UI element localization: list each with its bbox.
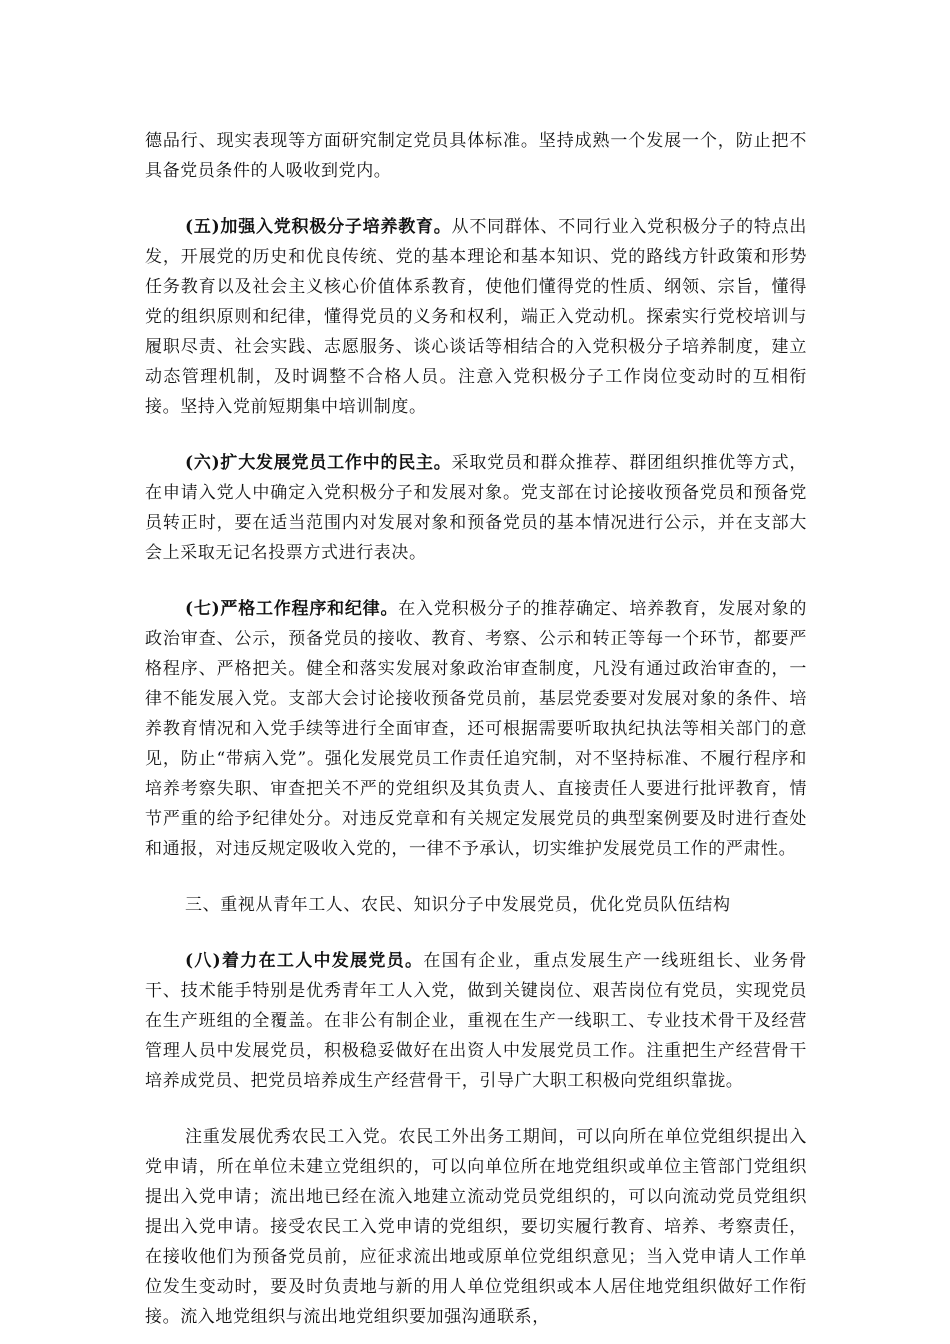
paragraph-9: 注重发展优秀农民工入党。农民工外出务工期间，可以向所在单位党组织提出入党申请，所在单位未建立党组织的，可以向单位所在地党组织或单位主管部门党组织提出入党申请；流出地已经在流入地建立流动党员党组织的，可以向流动党员党组织提出入党申请。接受农民工入党申请的党组织，要切实履行教育、培养、考察责任，在接收他们为预备党员前，应征求流出地或原单位党组织意见；当入党申请人工作单位发生变动时，要及时负责地与新的用人单位党组织或本人居住地党组织做好工作衔接。流入地党组织与流出地党组织要加强沟通联系，	[145, 1127, 807, 1327]
paragraph-6	[145, 448, 807, 568]
paragraph-6-body: 采取党员和群众推荐、群团组织推优等方式，在申请入党人中确定入党积极分子和发展对象。党支部在讨论接收预备党员和预备党员转正时，要在适当范围内对发展对象和预备党员的基本情况进行公示，并在支部大会上采取无记名投票方式进行表决。	[145, 453, 808, 563]
paragraph-8-heading: (八)着力在工人中发展党员。	[185, 951, 424, 971]
paragraph-7-heading: (七)严格工作程序和纪律。	[185, 599, 399, 619]
paragraph-continuation: 德品行、现实表现等方面研究制定党员具体标准。坚持成熟一个发展一个，防止把不具备党员条件的人吸收到党内。	[145, 131, 807, 181]
paragraph-7-body: 在入党积极分子的推荐确定、培养教育，发展对象的政治审查、公示，预备党员的接收、教育、考察、公示和转正等每一个环节，都要严格程序、严格把关。健全和落实发展对象政治审查制度，凡没有通过政治审查的，一律不能发展入党。支部大会讨论接收预备党员前，基层党委要对发展对象的条件、培养教育情况和入党手续等进行全面审查，还可根据需要听取执纪执法等相关部门的意见，防止“带病入党”。强化发展党员工作责任追究制，对不坚持标准、不履行程序和培养考察失职、审查把关不严的党组织及其负责人、直接责任人要进行批评教育，情节严重的给予纪律处分。对违反党章和有关规定发展党员的典型案例要及时进行查处和通报，对违反规定吸收入党的，一律不予承认，切实维护发展党员工作的严肃性。	[145, 599, 807, 859]
section-heading-3: 三、重视从青年工人、农民、知识分子中发展党员，优化党员队伍结构	[185, 895, 731, 915]
paragraph-5	[145, 212, 807, 422]
paragraph-5-heading: (五)加强入党积极分子培养教育。	[185, 217, 452, 237]
paragraph-8	[145, 946, 807, 1096]
paragraph-7	[145, 594, 807, 864]
paragraph-6-heading: (六)扩大发展党员工作中的民主。	[185, 453, 452, 473]
paragraph-5-body: 从不同群体、不同行业入党积极分子的特点出发，开展党的历史和优良传统、党的基本理论和基本知识、党的路线方针政策和形势任务教育以及社会主义核心价值体系教育，使他们懂得党的性质、纲领、宗旨，懂得党的组织原则和纪律，懂得党员的义务和权利，端正入党动机。探索实行党校培训与履职尽责、社会实践、志愿服务、谈心谈话等相结合的入党积极分子培养制度，建立动态管理机制，及时调整不合格人员。注意入党积极分子工作岗位变动时的互相衔接。坚持入党前短期集中培训制度。	[145, 217, 808, 417]
paragraph-8-body: 在国有企业，重点发展生产一线班组长、业务骨干、技术能手特别是优秀青年工人入党，做到关键岗位、艰苦岗位有党员，实现党员在生产班组的全覆盖。在非公有制企业，重视在生产一线职工、专业技术骨干及经营管理人员中发展党员，积极稳妥做好在出资人中发展党员工作。注重把生产经营骨干培养成党员、把党员培养成生产经营骨干，引导广大职工积极向党组织靠拢。	[145, 951, 807, 1091]
document-page	[145, 126, 807, 1332]
